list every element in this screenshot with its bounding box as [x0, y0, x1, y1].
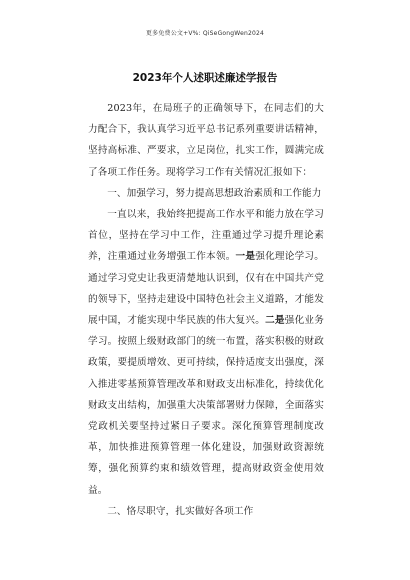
section-heading-2: 二、恪尽职守，扎实做好各项工作 [107, 505, 254, 517]
point-marker-2: 二是 [265, 315, 285, 327]
theory-study-text: 强化理论学习。通过学习党史让我更清楚地认识到，仅有在中国共产党的领导下，坚持走建设中国特色社会主义道路，才能发展中国，才能实现中华民族的伟大复兴。 [88, 251, 324, 327]
point-marker-1: 一是 [235, 251, 256, 263]
intro-paragraph: 2023年，在局班子的正确领导下，在同志们的大力配合下，我认真学习近平总书记系列重要讲话精神，坚持高标准、严要求，立足岗位，扎实工作，圆满完成了各项工作任务。现将学习工作有关情况汇报如下： [88, 103, 324, 178]
document-body [88, 98, 324, 522]
header-watermark: 更多免费公文+V%: QiSeGongWen2024 [145, 30, 265, 37]
study-paragraph-intro: 一直以来，我始终把提高工作水平和能力放在学习首位，坚持在学习中工作，注重通过学习提升理论素养，注重通过业务增强工作本领。 [88, 209, 324, 263]
study-paragraph [88, 204, 324, 501]
document-title: 2023年个人述职述廉述学报告 [132, 72, 278, 84]
business-study-text: 强化业务学习。按照上级财政部门的统一布置，落实积极的财政政策，要提质增效、更可持续，保持适度支出强度，深入推进零基预算管理改革和财政支出标准化，持续优化财政支出结构，加强重大决策部署财力保障，全面落实党政机关要坚持过紧日子要求。深化预算管理制度改革，加快推进预算管理一体化建设，加强财政资源统筹，强化预算约束和绩效管理，提高财政资金使用效益。 [88, 315, 325, 496]
section-heading-1: 一、加强学习，努力提高思想政治素质和工作能力 [107, 187, 322, 199]
